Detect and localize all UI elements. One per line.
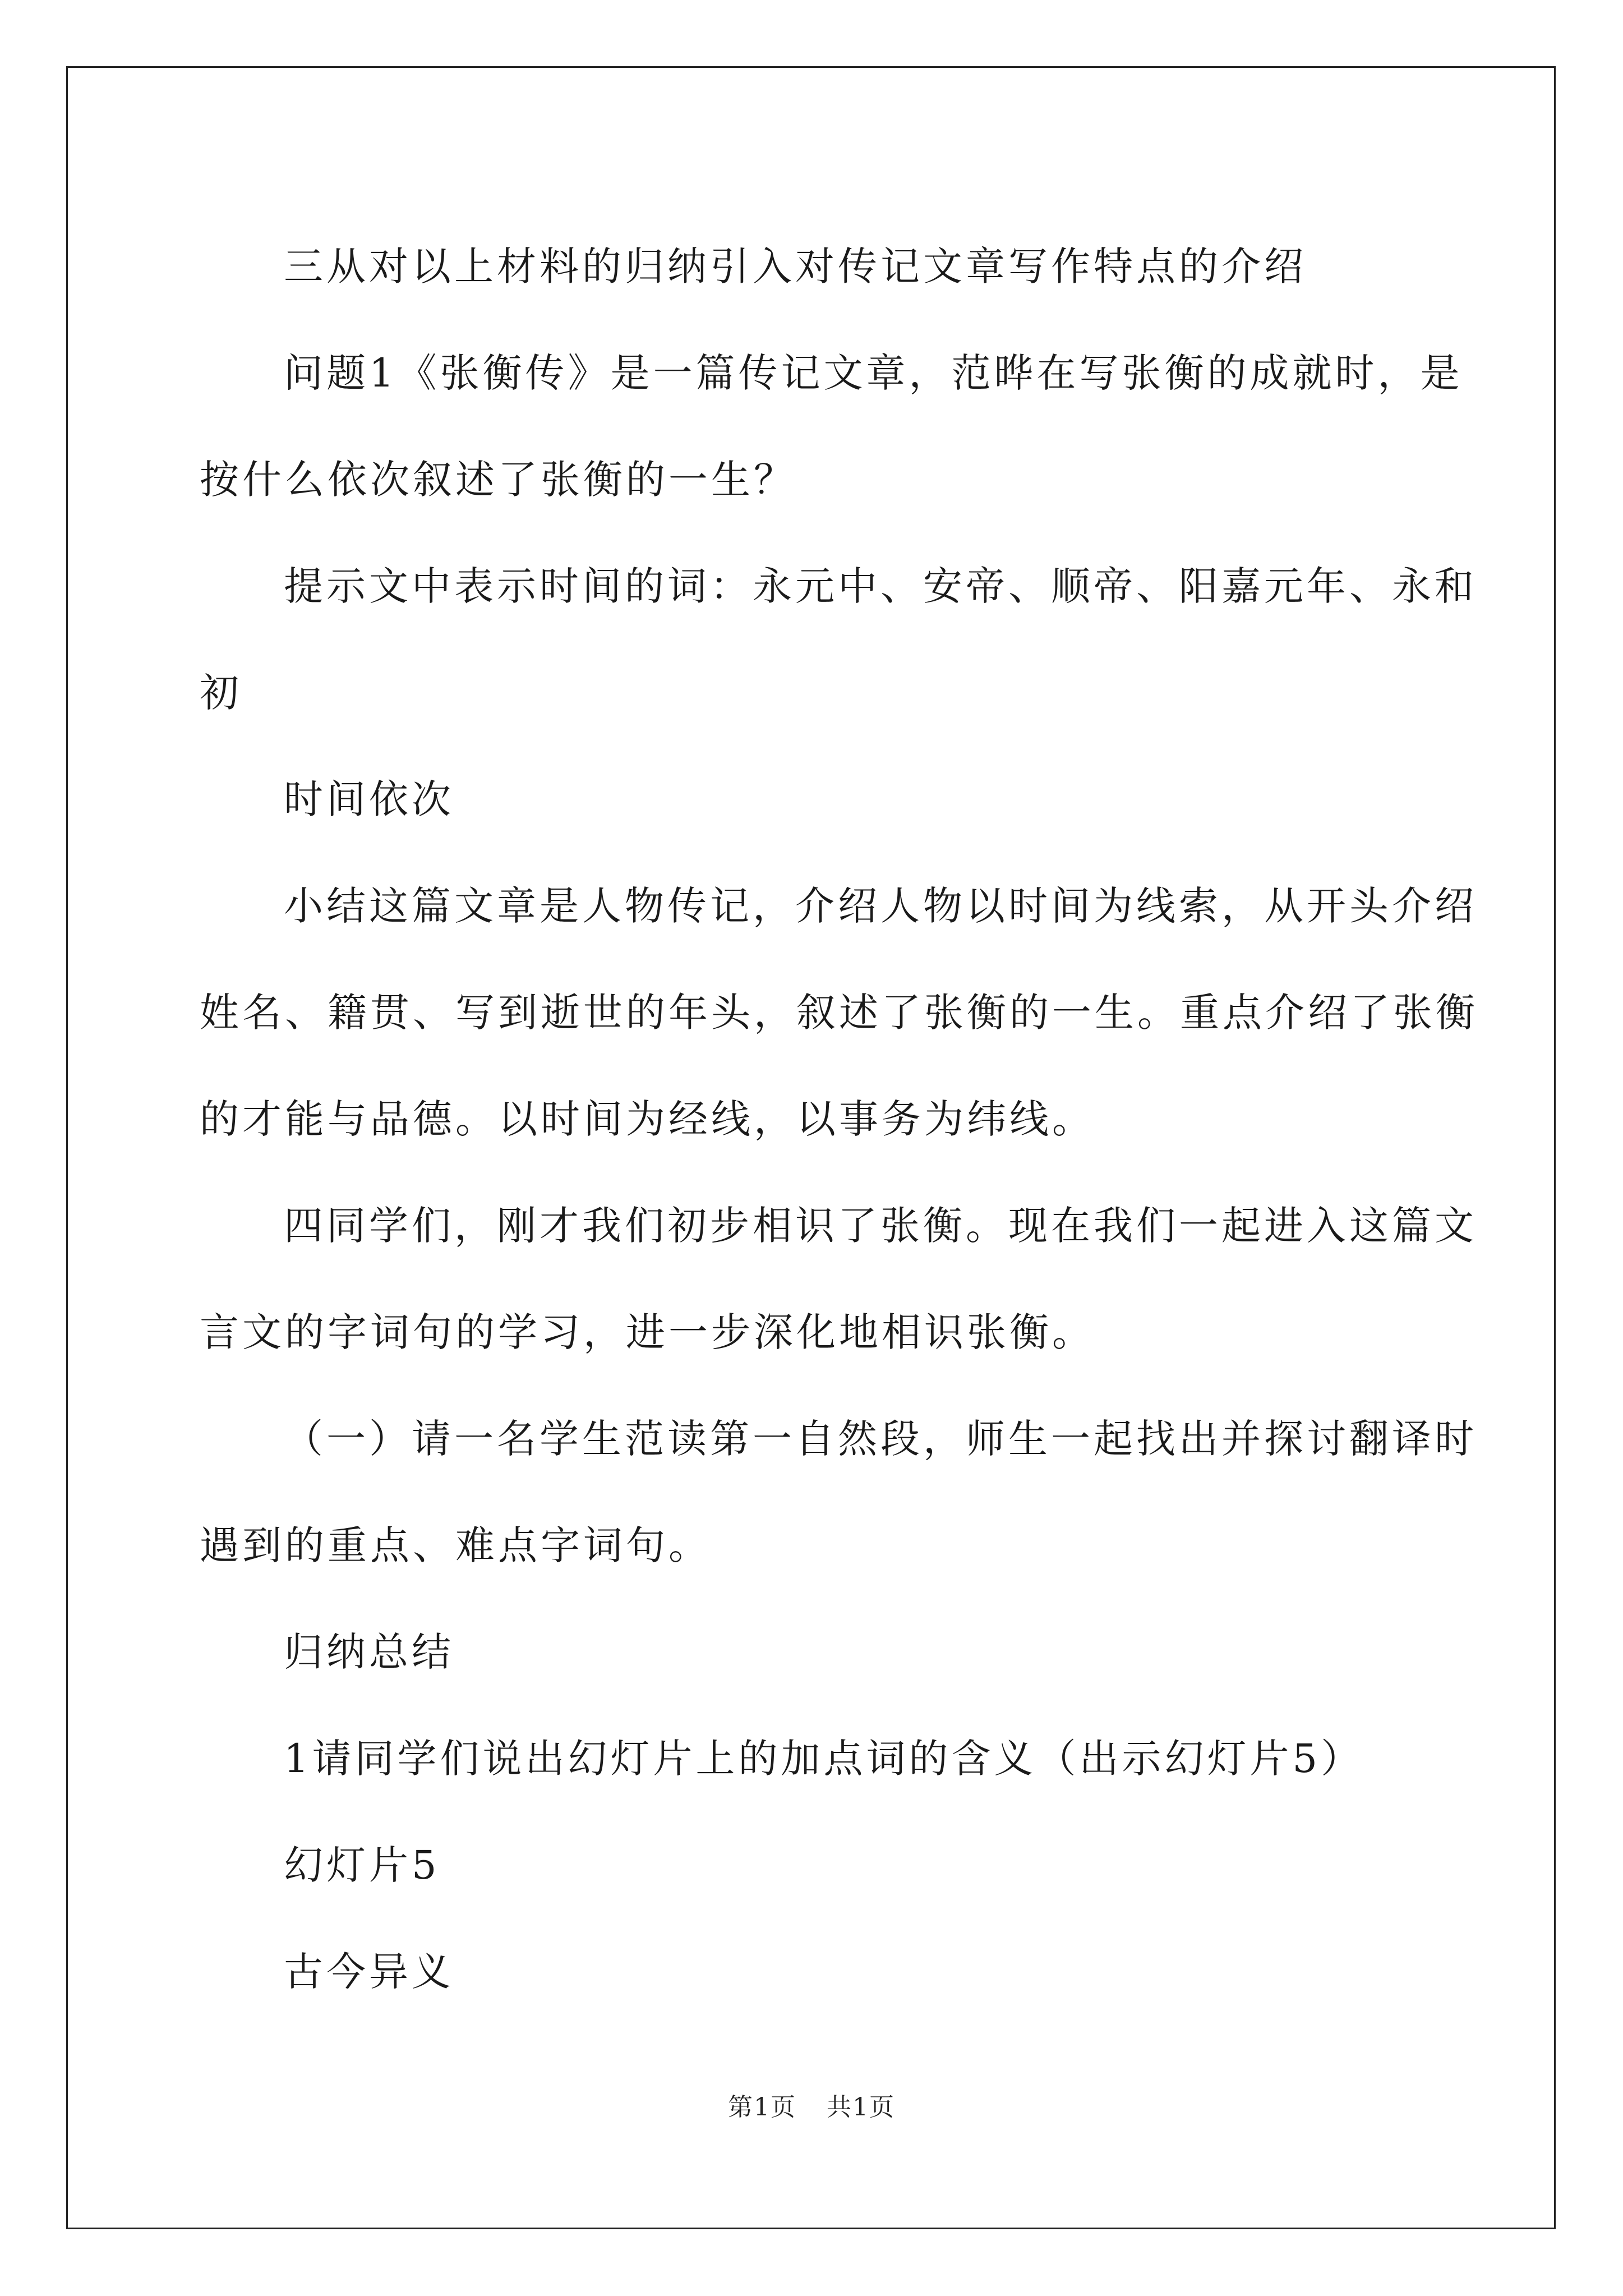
paragraph-text: 三从对以上材料的归纳引入对传记文章写作特点的介绍 [284,243,1307,289]
paragraph-text: 时间依次 [284,776,454,822]
paragraph-summary [200,853,1478,1172]
paragraph-hint [200,533,1477,746]
current-page-number: 第1页 [728,2093,796,2122]
paragraph-time-order [200,746,1439,853]
paragraph-section-four [200,1172,1477,1386]
paragraph-line: （一）请一名学生范读第一自然段，师生一起找出并探讨翻译时 [284,1416,1477,1462]
paragraph-question-one [200,320,1463,533]
paragraph-category-heading [200,1918,1439,2025]
paragraph-text: 古今异义 [284,1949,454,1995]
paragraph-line: 姓名、籍贯、写到逝世的年头，叙述了张衡的一生。重点介绍了张衡 [200,990,1478,1036]
paragraph-section-three [200,213,1439,320]
paragraph-line: 按什么依次叙述了张衡的一生？ [200,457,796,503]
paragraph-conclusion-heading [200,1599,1439,1705]
paragraph-slide-instruction [200,1705,1439,1812]
paragraph-line: 遇到的重点、难点字词句。 [200,1522,711,1568]
paragraph-line: 问题1《张衡传》是一篇传记文章，范晔在写张衡的成就时，是 [284,350,1463,396]
paragraph-text: 1请同学们说出幻灯片上的加点词的含义（出示幻灯片5） [284,1736,1364,1782]
paragraph-slide-label [200,1812,1439,1918]
paragraph-text: 幻灯片5 [284,1842,440,1888]
paragraph-line: 四同学们，刚才我们初步相识了张衡。现在我们一起进入这篇文 [284,1203,1477,1249]
paragraph-reading-task [200,1386,1477,1599]
paragraph-line: 言文的字词句的学习，进一步深化地相识张衡。 [200,1309,1095,1355]
paragraph-line: 小结这篇文章是人物传记，介绍人物以时间为线索，从开头介绍 [284,883,1477,929]
paragraph-line: 初 [200,670,242,716]
paragraph-line: 提示文中表示时间的词：永元中、安帝、顺帝、阳嘉元年、永和 [284,563,1477,609]
page-footer [0,2087,1623,2123]
paragraph-line: 的才能与品德。以时间为经线，以事务为纬线。 [200,1096,1095,1142]
document-body [200,213,1478,2025]
total-page-count: 共1页 [827,2093,895,2122]
paragraph-text: 归纳总结 [284,1629,454,1675]
